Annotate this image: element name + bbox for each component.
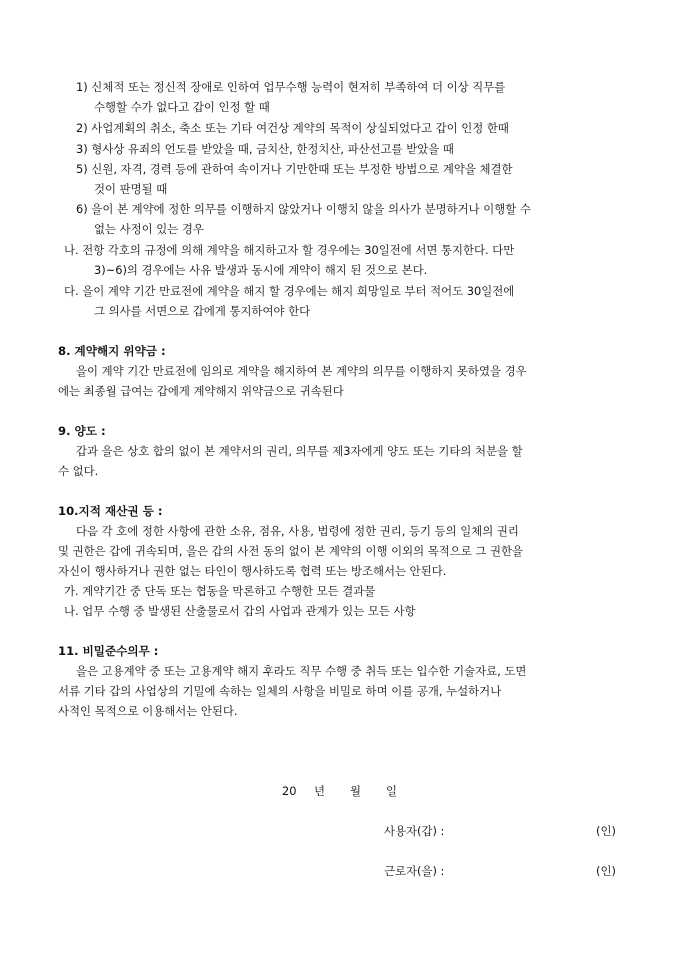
clause-8-title: 8. 계약해지 위약금 : [58,344,166,358]
termination-reason-3: 3) 형사상 유죄의 언도를 받았을 때, 금치산, 한정치산, 파산선고를 받았을 때 [76,142,454,156]
clause-11-title: 11. 비밀준수의무 : [58,644,159,658]
clause-8-line-1: 을이 계약 기간 만료전에 임의로 계약을 해지하여 본 계약의 의무를 이행하지 못하였을 경우 [76,364,527,378]
employer-label: 사용자(갑) : [384,824,445,838]
clause-9-line-2: 수 없다. [58,464,99,478]
termination-reason-6-cont: 없는 사정이 있는 경우 [94,222,204,236]
termination-reason-2: 2) 사업계획의 취소, 축소 또는 기타 여건상 계약의 목적이 상실되었다고 갑이 인정 한때 [76,121,509,135]
date-year-unit: 년 [314,784,326,798]
clause-8-line-2: 에는 최종월 급여는 갑에게 계약해지 위약금으로 귀속된다 [58,384,344,398]
employer-seal: (인) [596,824,616,838]
clause-9-line-1: 갑과 을은 상호 합의 없이 본 계약서의 권리, 의무를 제3자에게 양도 또는 기타의 처분을 할 [76,444,523,458]
clause-11-line-3: 사적인 목적으로 이용해서는 안된다. [58,704,238,718]
termination-reason-1-cont: 수행할 수가 없다고 갑이 인정 할 때 [94,100,270,114]
termination-reason-6: 6) 을이 본 계약에 정한 의무를 이행하지 않았거나 이행치 않을 의사가 분명하거나 이행할 수 [76,202,531,216]
termination-notice-na-cont: 3)~6)의 경우에는 사유 발생과 동시에 계약이 해지 된 것으로 본다. [94,263,428,277]
employee-seal: (인) [596,864,616,878]
termination-notice-da: 다. 을이 계약 기간 만료전에 계약을 해지 할 경우에는 해지 희망일로 부터 적어도 30일전에 [64,284,515,298]
clause-10-line-2: 및 권한은 갑에 귀속되며, 을은 갑의 사전 동의 없이 본 계약의 이행 이외의 목적으로 그 권한을 [58,544,524,558]
employee-label: 근로자(을) : [384,864,445,878]
date-year: 20 [282,784,297,798]
termination-notice-da-cont: 그 의사를 서면으로 갑에게 통지하여야 한다 [94,304,311,318]
date-day-unit: 일 [386,784,398,798]
clause-10-item-na: 나. 업무 수행 중 발생된 산출물로서 갑의 사업과 관계가 있는 모든 사항 [64,604,416,618]
termination-reason-1: 1) 신체적 또는 정신적 장애로 인하여 업무수행 능력이 현저히 부족하여 더 이상 직무를 [76,80,506,94]
clause-11-line-1: 을은 고용계약 중 또는 고용계약 해지 후라도 직무 수행 중 취득 또는 입수한 기술자료, 도면 [76,664,527,678]
clause-9-title: 9. 양도 : [58,424,106,438]
date-month-unit: 월 [350,784,362,798]
clause-10-title: 10.지적 재산권 등 : [58,504,163,518]
clause-11-line-2: 서류 기타 갑의 사업상의 기밀에 속하는 일체의 사항을 비밀로 하며 이를 공개, 누설하거나 [58,684,502,698]
termination-notice-na: 나. 전항 각호의 규정에 의해 계약을 해지하고자 할 경우에는 30일전에 서면 통지한다. 다만 [64,243,515,257]
clause-10-item-ga: 가. 계약기간 중 단독 또는 협동을 막론하고 수행한 모든 결과물 [64,584,376,598]
clause-10-line-3: 자신이 행사하거나 권한 없는 타인이 행사하도록 협력 또는 방조해서는 안된다. [58,564,447,578]
termination-reason-5: 5) 신원, 자격, 경력 등에 관하여 속이거나 기만한때 또는 부정한 방법으로 계약을 체결한 [76,162,513,176]
clause-10-line-1: 다음 각 호에 정한 사항에 관한 소유, 점유, 사용, 법령에 정한 권리, 등기 등의 일체의 권리 [76,524,519,538]
termination-reason-5-cont: 것이 판명될 때 [94,182,168,196]
